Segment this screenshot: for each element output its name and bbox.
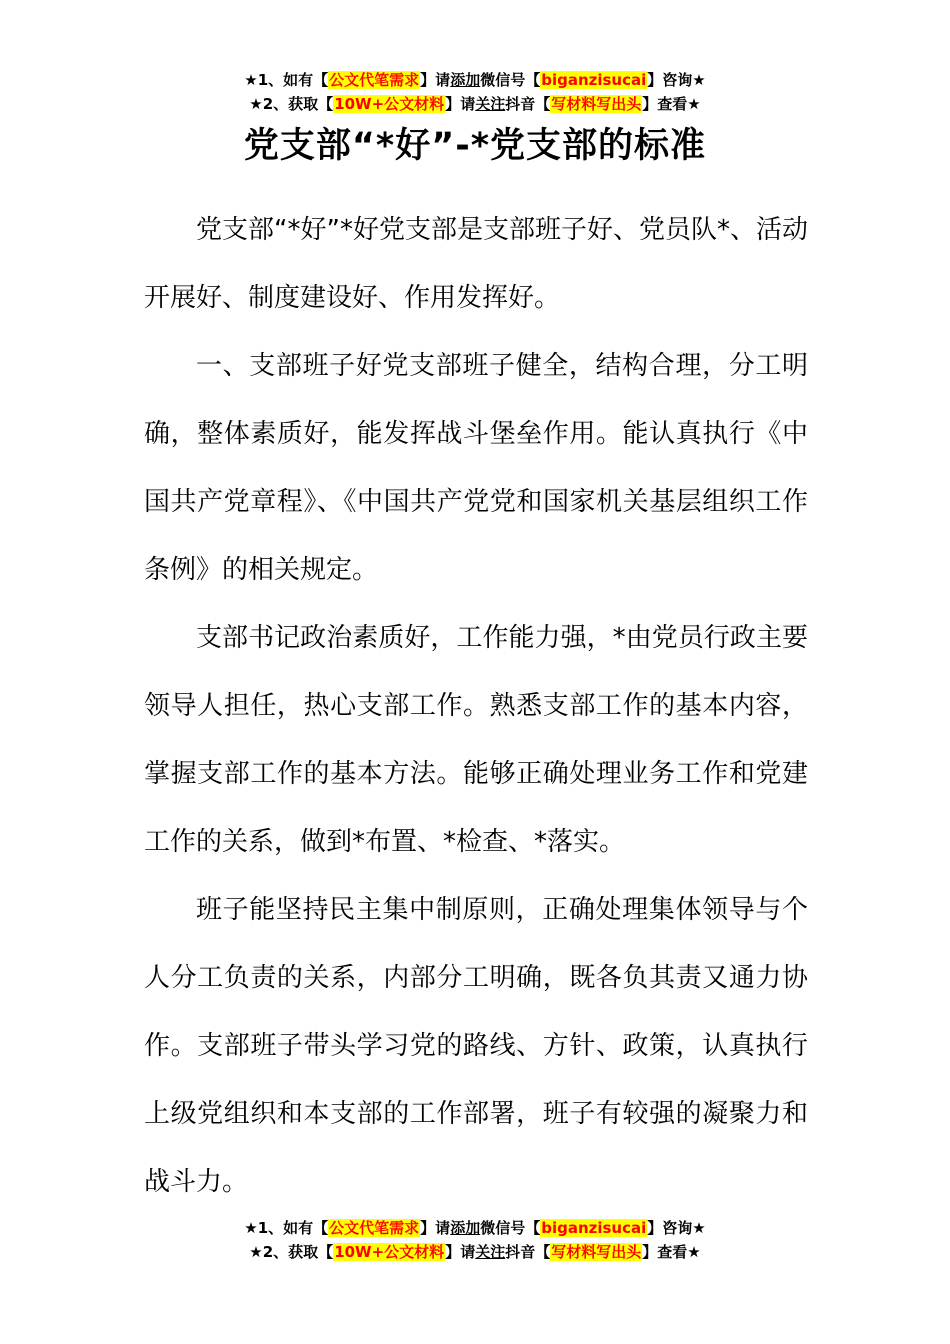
banner-highlight: 公文代笔需求 bbox=[329, 1219, 420, 1237]
banner-text: 抖音【 bbox=[505, 1243, 551, 1261]
banner-text: ★1、如有【 bbox=[244, 1219, 329, 1237]
banner-text: 】咨询★ bbox=[647, 71, 706, 89]
banner-line-2 bbox=[0, 1241, 950, 1265]
paragraph: 党支部“*好”*好党支部是支部班子好、党员队*、活动开展好、制度建设好、作用发挥好。 bbox=[144, 215, 808, 313]
header-banner bbox=[0, 69, 950, 117]
banner-underlined-text: 关注 bbox=[475, 1243, 506, 1261]
banner-text: 】查看★ bbox=[642, 95, 701, 113]
banner-text: 】请 bbox=[420, 1219, 451, 1237]
banner-text: 】请 bbox=[420, 71, 451, 89]
banner-text: 】请 bbox=[445, 95, 476, 113]
paragraph: 支部书记政治素质好，工作能力强，*由党员行政主要领导人担任，热心支部工作。熟悉支部工作的基本内容，掌握支部工作的基本方法。能够正确处理业务工作和党建工作的关系，做到*布置、*检查、*落实。 bbox=[144, 623, 808, 857]
banner-line-1 bbox=[0, 69, 950, 93]
banner-highlight: 公文代笔需求 bbox=[329, 71, 420, 89]
banner-text: ★1、如有【 bbox=[244, 71, 329, 89]
banner-line-2 bbox=[0, 93, 950, 117]
banner-underlined-text: 添加 bbox=[450, 71, 481, 89]
banner-text: 】请 bbox=[445, 1243, 476, 1261]
banner-text: 微信号【 bbox=[480, 71, 541, 89]
paragraph: 班子能坚持民主集中制原则，正确处理集体领导与个人分工负责的关系，内部分工明确，既各负其责又通力协作。支部班子带头学习党的路线、方针、政策，认真执行上级党组织和本支部的工作部署，班子有较强的凝聚力和战斗力。 bbox=[144, 895, 808, 1197]
banner-text: 】查看★ bbox=[642, 1243, 701, 1261]
banner-text: 微信号【 bbox=[480, 1219, 541, 1237]
banner-highlight: biganzisucai bbox=[541, 71, 647, 89]
paragraph: 一、支部班子好党支部班子健全，结构合理，分工明确，整体素质好，能发挥战斗堡垒作用。能认真执行《中国共产党章程》、《中国共产党党和国家机关基层组织工作条例》的相关规定。 bbox=[144, 351, 808, 585]
banner-highlight: 写材料写出头 bbox=[551, 95, 642, 113]
document-title: 党支部“*好”-*党支部的标准 bbox=[243, 126, 707, 166]
banner-line-1 bbox=[0, 1217, 950, 1241]
banner-underlined-text: 添加 bbox=[450, 1219, 481, 1237]
banner-highlight: 写材料写出头 bbox=[551, 1243, 642, 1261]
banner-underlined-text: 关注 bbox=[475, 95, 506, 113]
banner-text: ★2、获取【 bbox=[249, 1243, 334, 1261]
banner-text: 】咨询★ bbox=[647, 1219, 706, 1237]
banner-highlight: 10W+公文材料 bbox=[334, 95, 445, 113]
banner-text: 抖音【 bbox=[505, 95, 551, 113]
document-body bbox=[144, 196, 808, 1216]
banner-text: ★2、获取【 bbox=[249, 95, 334, 113]
footer-banner bbox=[0, 1217, 950, 1265]
banner-highlight: 10W+公文材料 bbox=[334, 1243, 445, 1261]
banner-highlight: biganzisucai bbox=[541, 1219, 647, 1237]
